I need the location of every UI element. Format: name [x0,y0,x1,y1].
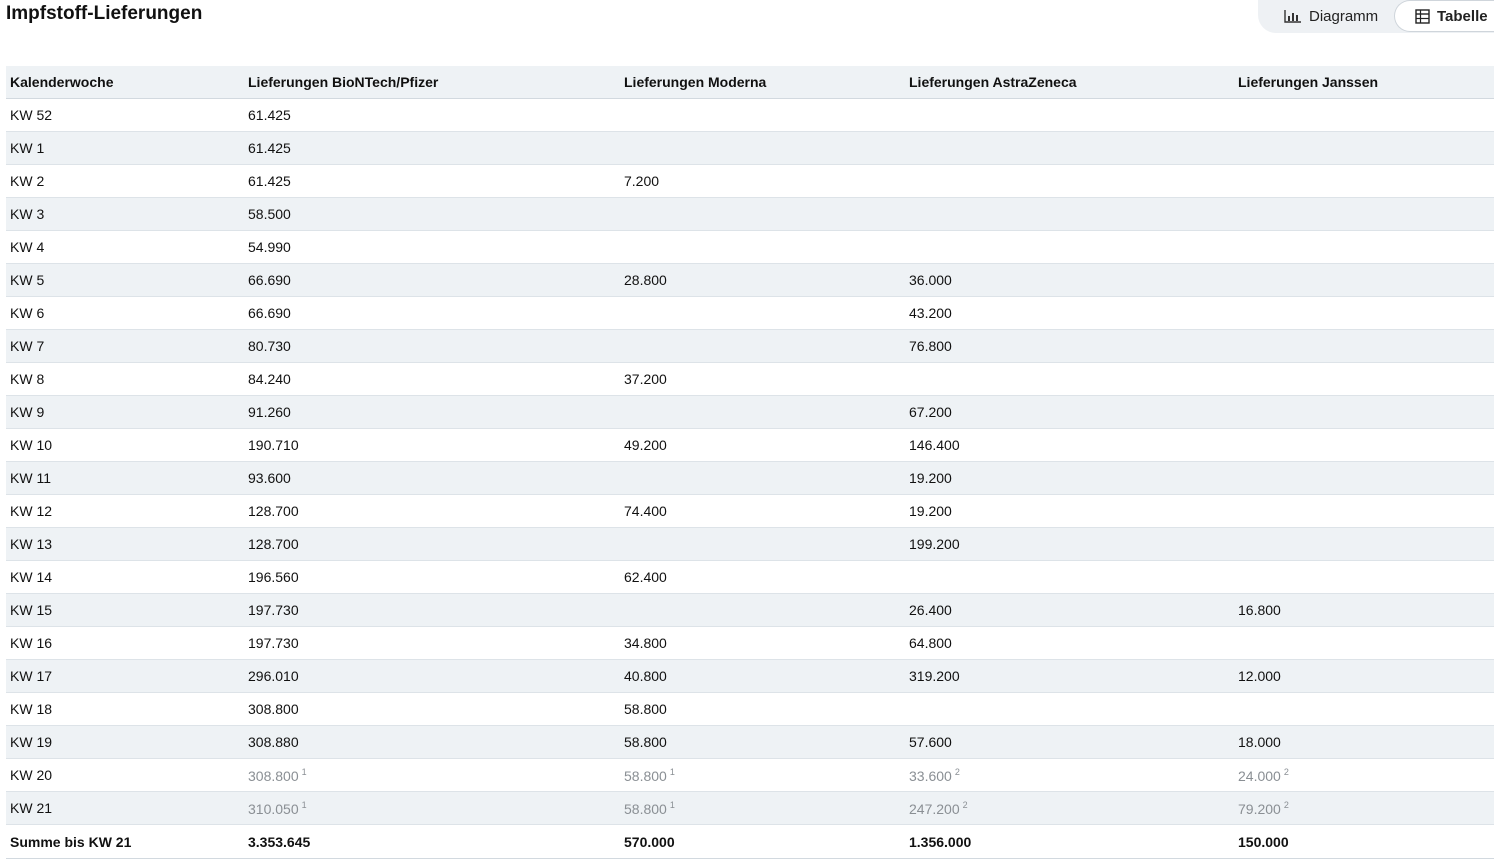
cell-astrazeneca [905,561,1234,594]
footnote-marker: 1 [669,799,675,810]
header-astrazeneca: Lieferungen AstraZeneca [905,66,1234,99]
cell-moderna [620,495,905,528]
cell-janssen [1234,231,1494,264]
cell-value: 43.200 [909,305,952,321]
total-astrazeneca: 1.356.000 [905,825,1234,859]
cell-moderna [620,792,905,825]
deliveries-table [6,66,1494,859]
table-row [6,264,1494,297]
table-row [6,297,1494,330]
cell-astrazeneca [905,198,1234,231]
cell-value: 80.730 [248,338,291,354]
cell-astrazeneca [905,759,1234,792]
cell-value: KW 6 [10,305,45,321]
cell-astrazeneca [905,693,1234,726]
cell-janssen [1234,528,1494,561]
cell-moderna [620,693,905,726]
table-row [6,165,1494,198]
cell-astrazeneca [905,792,1234,825]
cell-week [6,561,244,594]
cell-moderna [620,231,905,264]
table-row [6,495,1494,528]
cell-astrazeneca [905,495,1234,528]
cell-value: 61.425 [248,140,291,156]
cell-value: 33.600 [909,767,952,784]
cell-janssen [1234,759,1494,792]
cell-week [6,363,244,396]
cell-astrazeneca [905,462,1234,495]
cell-week [6,693,244,726]
cell-value: 296.010 [248,668,299,684]
cell-value: 58.500 [248,206,291,222]
totals-row [6,825,1494,859]
cell-value: 16.800 [1238,602,1281,618]
cell-value: 58.800 [624,800,667,817]
cell-moderna [620,528,905,561]
cell-moderna [620,363,905,396]
footnote-marker: 1 [301,766,307,777]
cell-moderna [620,132,905,165]
cell-biontech [244,759,620,792]
cell-value: 57.600 [909,734,952,750]
footnote-marker: 2 [1283,799,1289,810]
table-row [6,132,1494,165]
cell-value: 310.050 [248,800,299,817]
cell-week [6,297,244,330]
cell-janssen [1234,99,1494,132]
table-row [6,330,1494,363]
cell-week [6,660,244,693]
cell-biontech [244,627,620,660]
cell-astrazeneca [905,594,1234,627]
cell-week [6,726,244,759]
cell-janssen [1234,363,1494,396]
cell-value: KW 3 [10,206,45,222]
cell-value: 196.560 [248,569,299,585]
cell-janssen [1234,561,1494,594]
cell-value: KW 18 [10,701,53,717]
table-row [6,594,1494,627]
cell-moderna [620,198,905,231]
cell-week [6,231,244,264]
cell-janssen [1234,297,1494,330]
cell-value: 64.800 [909,635,952,651]
cell-biontech [244,330,620,363]
cell-value: KW 2 [10,173,45,189]
header-biontech: Lieferungen BioNTech/Pfizer [244,66,620,99]
cell-week [6,99,244,132]
view-toggle [1258,0,1494,33]
cell-biontech [244,231,620,264]
cell-janssen [1234,198,1494,231]
table-row [6,693,1494,726]
cell-janssen [1234,792,1494,825]
cell-value: 91.260 [248,404,291,420]
cell-value: KW 7 [10,338,45,354]
cell-astrazeneca [905,297,1234,330]
cell-biontech [244,726,620,759]
cell-value: KW 8 [10,371,45,387]
cell-week [6,759,244,792]
cell-value: 54.990 [248,239,291,255]
cell-value: 308.800 [248,767,299,784]
cell-janssen [1234,132,1494,165]
cell-moderna [620,330,905,363]
table-view-button[interactable] [1394,0,1494,32]
cell-moderna [620,297,905,330]
cell-janssen [1234,165,1494,198]
cell-value: 28.800 [624,272,667,288]
cell-week [6,792,244,825]
cell-biontech [244,363,620,396]
cell-week [6,330,244,363]
header-janssen: Lieferungen Janssen [1234,66,1494,99]
cell-moderna [620,396,905,429]
cell-moderna [620,660,905,693]
cell-value: 76.800 [909,338,952,354]
cell-week [6,396,244,429]
header-calendar-week: Kalenderwoche [6,66,244,99]
total-biontech: 3.353.645 [244,825,620,859]
cell-week [6,462,244,495]
table-body [6,99,1494,825]
cell-value: KW 15 [10,602,53,618]
cell-astrazeneca [905,165,1234,198]
cell-week [6,627,244,660]
cell-astrazeneca [905,330,1234,363]
cell-value: KW 9 [10,404,45,420]
cell-value: 66.690 [248,272,291,288]
cell-biontech [244,693,620,726]
cell-biontech [244,594,620,627]
footnote-marker: 1 [669,766,675,777]
cell-value: KW 11 [10,470,51,486]
cell-value: 19.200 [909,470,952,486]
table-row [6,231,1494,264]
cell-value: 40.800 [624,668,667,684]
cell-value: 79.200 [1238,800,1281,817]
cell-moderna [620,759,905,792]
cell-week [6,198,244,231]
cell-janssen [1234,693,1494,726]
cell-week [6,132,244,165]
page-title: Impfstoff-Lieferungen [6,3,203,24]
cell-biontech [244,132,620,165]
cell-astrazeneca [905,429,1234,462]
cell-value: 146.400 [909,437,960,453]
cell-value: 49.200 [624,437,667,453]
cell-value: 66.690 [248,305,291,321]
cell-janssen [1234,726,1494,759]
cell-value: 58.800 [624,767,667,784]
cell-value: 128.700 [248,536,299,552]
cell-janssen [1234,495,1494,528]
cell-value: 190.710 [248,437,299,453]
cell-moderna [620,726,905,759]
bar-chart-icon [1284,9,1302,23]
cell-value: 67.200 [909,404,952,420]
footnote-marker: 2 [1283,766,1289,777]
cell-value: 308.880 [248,734,299,750]
cell-biontech [244,561,620,594]
diagram-view-button[interactable] [1284,0,1378,32]
table-row [6,99,1494,132]
cell-value: 74.400 [624,503,667,519]
cell-week [6,594,244,627]
cell-biontech [244,396,620,429]
cell-biontech [244,198,620,231]
cell-value: 58.800 [624,701,667,717]
cell-value: 36.000 [909,272,952,288]
cell-moderna [620,594,905,627]
cell-moderna [620,561,905,594]
cell-value: 93.600 [248,470,291,486]
cell-week [6,264,244,297]
cell-value: 308.800 [248,701,299,717]
cell-biontech [244,165,620,198]
table-row [6,528,1494,561]
cell-value: KW 14 [10,569,53,585]
cell-value: 62.400 [624,569,667,585]
table-row [6,462,1494,495]
cell-moderna [620,627,905,660]
cell-biontech [244,264,620,297]
cell-value: 128.700 [248,503,299,519]
cell-janssen [1234,462,1494,495]
cell-astrazeneca [905,627,1234,660]
cell-week [6,495,244,528]
cell-week [6,429,244,462]
diagram-view-label: Diagramm [1309,7,1379,25]
cell-value: KW 13 [10,536,53,552]
cell-value: 61.425 [248,173,291,189]
cell-biontech [244,462,620,495]
cell-value: 247.200 [909,800,960,817]
table-row [6,561,1494,594]
cell-value: KW 20 [10,767,53,783]
cell-janssen [1234,264,1494,297]
total-moderna: 570.000 [620,825,905,859]
cell-moderna [620,462,905,495]
cell-janssen [1234,396,1494,429]
cell-astrazeneca [905,99,1234,132]
cell-value: 84.240 [248,371,291,387]
header-moderna: Lieferungen Moderna [620,66,905,99]
cell-biontech [244,660,620,693]
cell-value: KW 12 [10,503,53,519]
cell-value: KW 1 [10,140,45,156]
footnote-marker: 2 [962,799,968,810]
cell-janssen [1234,660,1494,693]
cell-value: 58.800 [624,734,667,750]
cell-value: 7.200 [624,173,660,189]
cell-biontech [244,99,620,132]
table-header-row [6,66,1494,99]
cell-moderna [620,429,905,462]
cell-biontech [244,495,620,528]
cell-astrazeneca [905,528,1234,561]
cell-value: 12.000 [1238,668,1281,684]
cell-astrazeneca [905,726,1234,759]
cell-value: KW 16 [10,635,53,651]
cell-astrazeneca [905,660,1234,693]
cell-biontech [244,528,620,561]
table-row [6,759,1494,792]
cell-janssen [1234,429,1494,462]
cell-week [6,165,244,198]
cell-value: 61.425 [248,107,291,123]
footnote-marker: 2 [954,766,960,777]
cell-value: 19.200 [909,503,952,519]
table-row [6,792,1494,825]
totals-label: Summe bis KW 21 [6,825,244,859]
cell-value: KW 5 [10,272,45,288]
cell-value: 197.730 [248,602,299,618]
cell-biontech [244,792,620,825]
cell-astrazeneca [905,363,1234,396]
cell-biontech [244,297,620,330]
cell-astrazeneca [905,264,1234,297]
cell-janssen [1234,627,1494,660]
footnote-marker: 1 [301,799,307,810]
cell-janssen [1234,594,1494,627]
cell-astrazeneca [905,396,1234,429]
cell-value: 34.800 [624,635,667,651]
table-view-label: Tabelle [1437,7,1488,25]
cell-moderna [620,165,905,198]
table-row [6,726,1494,759]
table-icon [1415,9,1430,24]
cell-value: KW 19 [10,734,53,750]
cell-week [6,528,244,561]
cell-janssen [1234,330,1494,363]
table-row [6,396,1494,429]
cell-biontech [244,429,620,462]
cell-moderna [620,264,905,297]
cell-astrazeneca [905,231,1234,264]
cell-value: 26.400 [909,602,952,618]
table-row [6,429,1494,462]
cell-value: 199.200 [909,536,960,552]
table-row [6,363,1494,396]
cell-value: 197.730 [248,635,299,651]
cell-value: 24.000 [1238,767,1281,784]
cell-value: 319.200 [909,668,960,684]
cell-value: KW 10 [10,437,53,453]
cell-value: KW 17 [10,668,53,684]
cell-value: KW 21 [10,800,53,816]
cell-value: KW 52 [10,107,53,123]
table-row [6,198,1494,231]
cell-value: 18.000 [1238,734,1281,750]
table-row [6,627,1494,660]
table-row [6,660,1494,693]
total-janssen: 150.000 [1234,825,1494,859]
cell-value: 37.200 [624,371,667,387]
cell-moderna [620,99,905,132]
cell-value: KW 4 [10,239,45,255]
cell-astrazeneca [905,132,1234,165]
